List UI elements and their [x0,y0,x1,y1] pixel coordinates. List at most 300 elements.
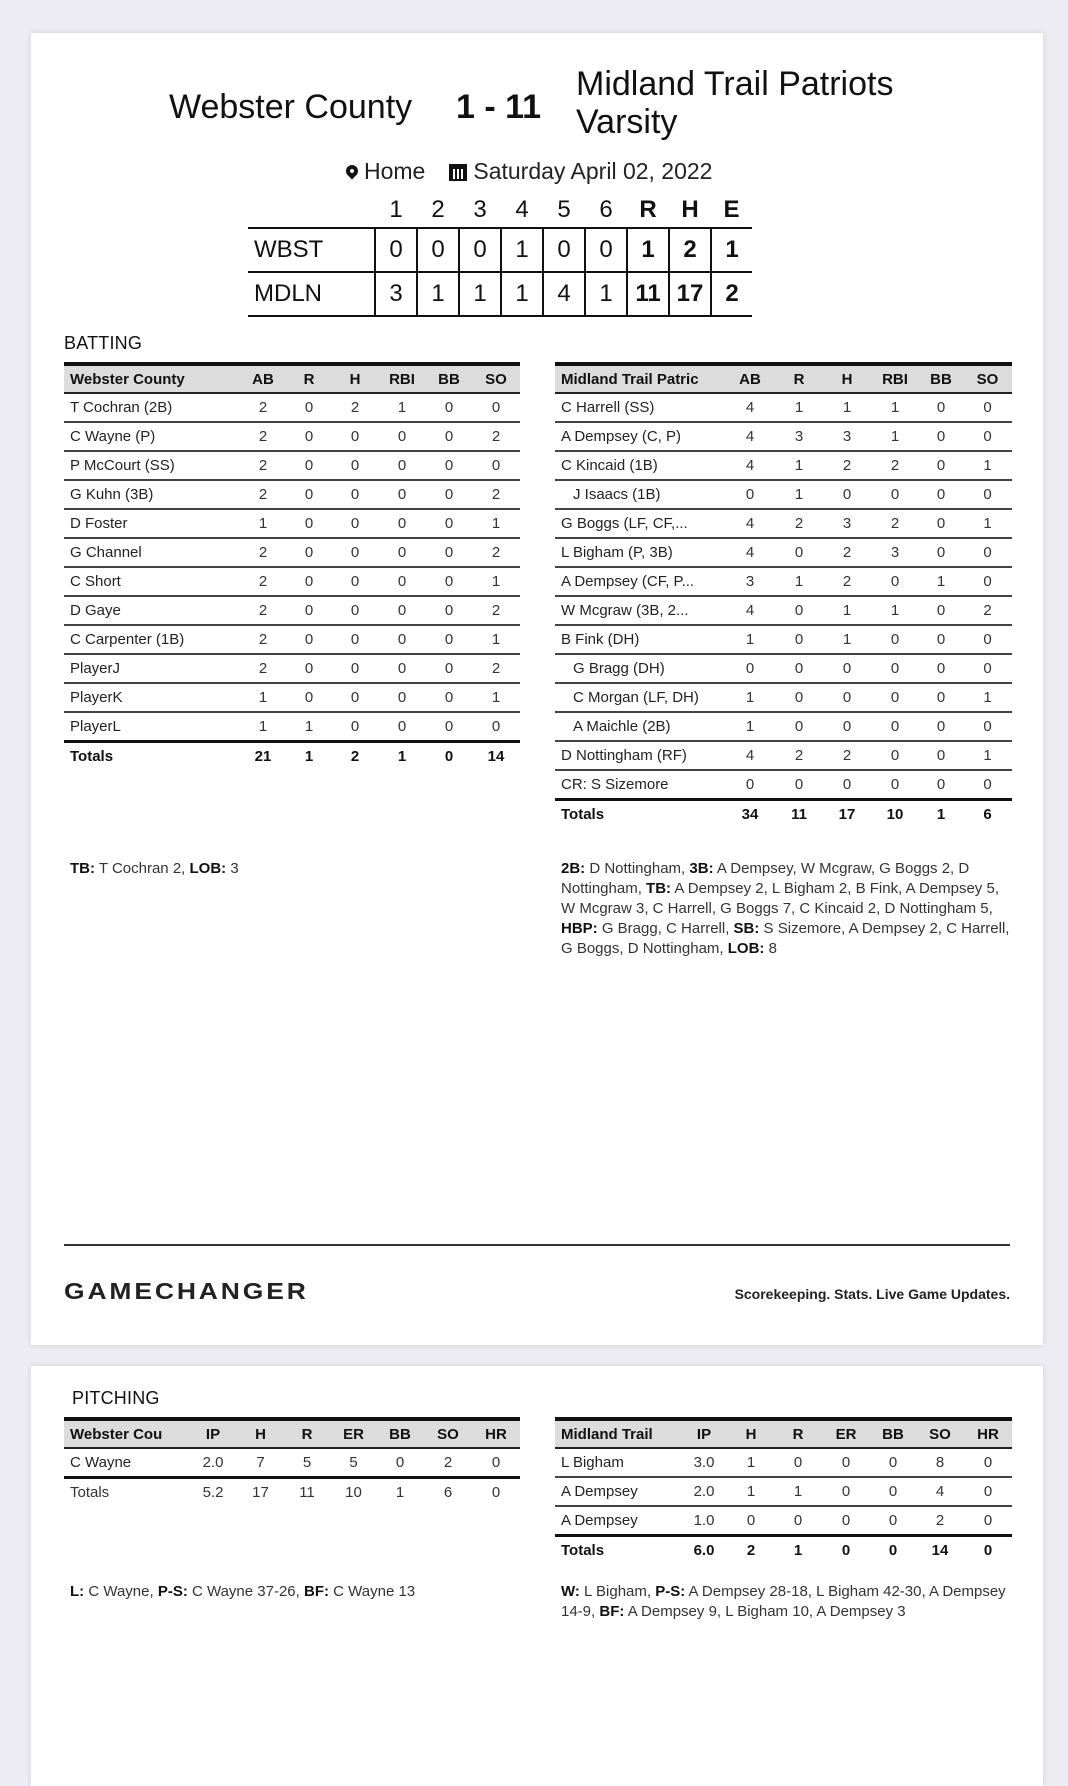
stat-cell: 0 [964,1448,1012,1477]
calendar-icon [449,164,467,181]
column-header: SO [424,1419,472,1448]
stat-cell: 0 [286,567,332,596]
header-row [555,1419,1012,1448]
player-row [555,712,1012,741]
stat-cell: 3.0 [680,1448,728,1477]
player-row [555,1506,1012,1536]
stat-cell: 3 [871,538,919,567]
player-name: G Bragg (DH) [555,654,725,683]
away-batting-table [64,362,520,770]
totals-label: Totals [64,1478,188,1507]
stat-cell: 2 [823,741,871,770]
stat-cell: 1 [472,509,520,538]
stat-cell: 0 [775,712,823,741]
player-name: A Maichle (2B) [555,712,725,741]
stat-cell: 0 [775,538,823,567]
stat-cell: 0 [426,509,472,538]
player-row [555,538,1012,567]
player-row [555,393,1012,422]
stat-cell: 2.0 [188,1448,238,1478]
player-name: CR: S Sizemore [555,770,725,800]
away-batting-notes [70,859,510,879]
inning-runs: 3 [375,272,417,316]
note-text: C Wayne 37-26, [187,1583,304,1600]
note-label: LOB: [727,940,765,957]
stat-cell: 2 [472,422,520,451]
note-text: C Wayne 13 [328,1583,416,1600]
note-label: SB: [733,920,760,937]
inning-runs: 1 [501,228,543,272]
column-header: SO [916,1419,964,1448]
inning-runs: 0 [543,228,585,272]
stat-cell: 2 [871,509,919,538]
stat-cell: 2 [332,393,378,422]
note-text: S Sizemore, A Dempsey 2, C Harrell, G Boggs, D Nottingham, [561,920,1010,957]
inning-runs: 1 [585,272,627,316]
away-pitching-notes [70,1582,510,1602]
stat-cell: 1 [774,1477,822,1506]
total-cell: 0 [472,1478,520,1507]
stat-cell: 0 [378,596,426,625]
player-row [64,538,520,567]
total-cell: 6.0 [680,1536,728,1565]
note-text: A Dempsey, W Mcgraw, G Boggs 2, D Nottingham, [561,860,970,897]
stat-cell: 0 [919,683,963,712]
stat-cell: 0 [426,451,472,480]
stat-cell: 0 [286,683,332,712]
stat-cell: 0 [725,770,775,800]
away-team-name: Webster County [169,88,413,126]
total-cell: 14 [472,742,520,771]
line-score-header: 1 [389,196,403,223]
total-cell: 1 [286,742,332,771]
stat-cell: 0 [286,596,332,625]
stat-cell: 0 [426,393,472,422]
note-label: LOB: [189,860,227,877]
stat-cell: 0 [332,596,378,625]
stat-cell: 2 [823,451,871,480]
stat-cell: 0 [426,538,472,567]
note-text: L Bigham, [579,1583,656,1600]
player-name: A Dempsey (C, P) [555,422,725,451]
column-header: SO [963,364,1012,393]
stat-cell: 0 [871,741,919,770]
column-header: AB [240,364,286,393]
stat-cell: 1 [240,683,286,712]
stat-cell: 2 [871,451,919,480]
header-row [64,1419,520,1448]
total-cell: 11 [283,1478,331,1507]
stat-cell: 1 [871,422,919,451]
player-name: W Mcgraw (3B, 2... [555,596,725,625]
player-row [555,741,1012,770]
stat-cell: 0 [823,712,871,741]
player-row [555,1477,1012,1506]
player-row [64,625,520,654]
stat-cell: 0 [775,683,823,712]
player-row [64,1448,520,1478]
stat-cell: 0 [472,451,520,480]
stat-cell: 3 [823,509,871,538]
total-h: 2 [669,228,711,272]
line-score-header: 3 [473,196,487,223]
pitching-section-label: PITCHING [72,1388,160,1408]
stat-cell: 0 [870,1506,916,1536]
player-row [555,654,1012,683]
line-score-row [248,228,752,272]
stat-cell: 0 [871,683,919,712]
stat-cell: 2 [472,654,520,683]
team-abbr: WBST [248,228,375,272]
stat-cell: 0 [919,422,963,451]
stat-cell: 2 [240,596,286,625]
column-header: HR [472,1419,520,1448]
stat-cell: 0 [919,770,963,800]
stat-cell: 0 [963,654,1012,683]
stat-cell: 1 [728,1448,774,1477]
stat-cell: 0 [332,567,378,596]
total-cell: 1 [378,742,426,771]
stat-cell: 1 [919,567,963,596]
stat-cell: 0 [472,712,520,742]
column-header: IP [680,1419,728,1448]
note-label: HBP: [561,920,598,937]
note-label: BF: [303,1583,329,1600]
column-header: SO [472,364,520,393]
stat-cell: 0 [964,1506,1012,1536]
stat-cell: 1.0 [680,1506,728,1536]
away-pitching-table [64,1417,520,1506]
player-name: A Dempsey [555,1506,680,1536]
team-column-header: Webster Cou [64,1419,188,1448]
line-score-header: 6 [599,196,613,223]
stat-cell: 0 [426,683,472,712]
player-name: B Fink (DH) [555,625,725,654]
stat-cell: 1 [775,393,823,422]
stat-cell: 4 [916,1477,964,1506]
total-cell: 21 [240,742,286,771]
stat-cell: 0 [286,422,332,451]
column-header: BB [426,364,472,393]
note-label: P-S: [157,1583,188,1600]
column-header: RBI [871,364,919,393]
player-name: C Harrell (SS) [555,393,725,422]
stat-cell: 8 [916,1448,964,1477]
line-score-header: E [723,196,740,223]
stat-cell: 0 [378,509,426,538]
stat-cell: 0 [870,1448,916,1477]
stat-cell: 0 [426,480,472,509]
stat-cell: 2 [240,480,286,509]
stat-cell: 0 [426,422,472,451]
totals-row [64,742,520,771]
note-text: A Dempsey 9, L Bigham 10, A Dempsey 3 [624,1603,906,1620]
player-name: G Channel [64,538,240,567]
player-row [555,422,1012,451]
line-score [248,193,752,317]
stat-cell: 0 [919,393,963,422]
stat-cell: 0 [775,625,823,654]
column-header: R [775,364,823,393]
line-score-header: 2 [431,196,445,223]
stat-cell: 0 [963,770,1012,800]
stat-cell: 0 [426,567,472,596]
stat-cell: 2 [424,1448,472,1478]
note-text: D Nottingham, [585,860,690,877]
player-row [555,1448,1012,1477]
line-score-row [248,272,752,316]
stat-cell: 2 [916,1506,964,1536]
stat-cell: 0 [725,654,775,683]
column-header: RBI [378,364,426,393]
player-row [64,451,520,480]
column-header: IP [188,1419,238,1448]
stat-cell: 3 [725,567,775,596]
player-row [64,712,520,742]
player-row [64,567,520,596]
total-e: 2 [711,272,752,316]
team-abbr: MDLN [248,272,375,316]
column-header: BB [870,1419,916,1448]
stat-cell: 0 [963,393,1012,422]
total-cell: 6 [963,800,1012,829]
stat-cell: 0 [775,596,823,625]
player-row [64,654,520,683]
note-text: G Bragg, C Harrell, [597,920,734,937]
stat-cell: 0 [871,480,919,509]
map-pin-icon [344,163,361,180]
totals-row [555,800,1012,829]
player-row [64,509,520,538]
stat-cell: 0 [332,712,378,742]
stat-cell: 2 [240,422,286,451]
total-cell: 0 [426,742,472,771]
stat-cell: 2 [472,480,520,509]
stat-cell: 0 [286,654,332,683]
inning-runs: 0 [417,228,459,272]
player-row [555,683,1012,712]
total-h: 17 [669,272,711,316]
stat-cell: 2 [472,596,520,625]
stat-cell: 0 [919,480,963,509]
player-row [555,567,1012,596]
inning-runs: 0 [375,228,417,272]
stat-cell: 3 [775,422,823,451]
total-cell: 6 [424,1478,472,1507]
stat-cell: 0 [823,770,871,800]
total-cell: 1 [774,1536,822,1565]
stat-cell: 0 [919,509,963,538]
stat-cell: 0 [964,1477,1012,1506]
stat-cell: 0 [426,596,472,625]
stat-cell: 0 [919,625,963,654]
player-row [555,625,1012,654]
player-row [555,596,1012,625]
stat-cell: 2 [775,741,823,770]
column-header: AB [725,364,775,393]
player-name: D Foster [64,509,240,538]
inning-runs: 0 [585,228,627,272]
stat-cell: 0 [963,625,1012,654]
stat-cell: 1 [775,451,823,480]
stat-cell: 1 [725,683,775,712]
player-row [64,393,520,422]
stat-cell: 0 [823,683,871,712]
header-row [555,364,1012,393]
inning-runs: 0 [459,228,501,272]
stat-cell: 0 [332,538,378,567]
batting-section-label: BATTING [64,333,143,353]
stat-cell: 0 [426,654,472,683]
stat-cell: 0 [472,393,520,422]
stat-cell: 0 [871,712,919,741]
player-name: PlayerK [64,683,240,712]
stat-cell: 7 [238,1448,283,1478]
player-name: D Gaye [64,596,240,625]
stat-cell: 4 [725,596,775,625]
note-text: C Wayne, [84,1583,158,1600]
stat-cell: 5 [283,1448,331,1478]
stat-cell: 2 [240,654,286,683]
line-score-header: 4 [515,196,529,223]
date-text: Saturday April 02, 2022 [473,158,713,184]
stat-cell: 2 [823,538,871,567]
stat-cell: 1 [775,480,823,509]
note-label: 2B: [561,860,586,877]
stat-cell: 0 [332,509,378,538]
stat-cell: 0 [963,567,1012,596]
home-batting-table [555,362,1012,828]
total-cell: 17 [823,800,871,829]
player-name: D Nottingham (RF) [555,741,725,770]
stat-cell: 4 [725,451,775,480]
stat-cell: 4 [725,538,775,567]
player-name: A Dempsey (CF, P... [555,567,725,596]
player-name: L Bigham (P, 3B) [555,538,725,567]
column-header: R [286,364,332,393]
stat-cell: 0 [378,683,426,712]
stat-cell: 1 [963,451,1012,480]
stat-cell: 0 [378,625,426,654]
game-date [449,158,712,185]
header-row [64,364,520,393]
stat-cell: 0 [332,451,378,480]
note-text: A Dempsey 2, L Bigham 2, B Fink, A Dempsey 5, W Mcgraw 3, C Harrell, G Boggs 7, C Kincaid 2, D Nottingham 5, [561,880,999,917]
total-e: 1 [711,228,752,272]
player-name: C Wayne (P) [64,422,240,451]
stat-cell: 1 [823,393,871,422]
column-header: H [238,1419,283,1448]
note-text: 8 [764,940,777,957]
total-cell: 0 [822,1536,870,1565]
stat-cell: 1 [775,567,823,596]
player-name: J Isaacs (1B) [555,480,725,509]
stat-cell: 0 [376,1448,424,1478]
stat-cell: 0 [823,654,871,683]
stat-cell: 0 [774,1448,822,1477]
stat-cell: 0 [963,712,1012,741]
player-row [64,596,520,625]
stat-cell: 0 [919,712,963,741]
player-name: PlayerL [64,712,240,742]
stat-cell: 1 [963,683,1012,712]
stat-cell: 0 [775,770,823,800]
stat-cell: 4 [725,741,775,770]
stat-cell: 2 [472,538,520,567]
stat-cell: 0 [822,1506,870,1536]
box-score-page-1 [31,33,1043,1345]
totals-label: Totals [555,1536,680,1565]
note-label: 3B: [689,860,714,877]
home-batting-notes [561,859,1011,959]
inning-runs: 1 [417,272,459,316]
stat-cell: 1 [871,393,919,422]
total-cell: 1 [376,1478,424,1507]
column-header: H [823,364,871,393]
column-header: ER [331,1419,376,1448]
stat-cell: 0 [378,712,426,742]
stat-cell: 0 [919,741,963,770]
stat-cell: 0 [919,654,963,683]
stat-cell: 1 [728,1477,774,1506]
stat-cell: 2 [240,393,286,422]
note-label: TB: [646,880,672,897]
tagline: Scorekeeping. Stats. Live Game Updates. [734,1286,1010,1302]
stat-cell: 2 [240,567,286,596]
player-name: C Wayne [64,1448,188,1478]
note-label: P-S: [655,1583,686,1600]
total-cell: 5.2 [188,1478,238,1507]
player-row [555,509,1012,538]
column-header: BB [919,364,963,393]
stat-cell: 0 [286,451,332,480]
stat-cell: 1 [725,712,775,741]
stat-cell: 0 [725,480,775,509]
stat-cell: 0 [378,654,426,683]
inning-runs: 1 [501,272,543,316]
stat-cell: 0 [378,567,426,596]
gamechanger-logo: GAMECHANGER [64,1278,309,1304]
stat-cell: 1 [472,683,520,712]
player-row [555,480,1012,509]
line-score-header: 5 [557,196,571,223]
stat-cell: 2 [963,596,1012,625]
final-score: 1 - 11 [456,88,542,126]
stat-cell: 0 [286,509,332,538]
stat-cell: 2.0 [680,1477,728,1506]
note-label: BF: [599,1603,625,1620]
stat-cell: 0 [286,393,332,422]
team-column-header: Midland Trail Patric [555,364,725,393]
stat-cell: 0 [378,422,426,451]
player-name: A Dempsey [555,1477,680,1506]
inning-runs: 4 [543,272,585,316]
column-header: HR [964,1419,1012,1448]
column-header: R [774,1419,822,1448]
stat-cell: 1 [472,625,520,654]
note-text: 3 [226,860,239,877]
stat-cell: 1 [240,712,286,742]
player-name: C Morgan (LF, DH) [555,683,725,712]
player-name: T Cochran (2B) [64,393,240,422]
stat-cell: 0 [919,596,963,625]
stat-cell: 1 [378,393,426,422]
stat-cell: 1 [286,712,332,742]
player-row [64,480,520,509]
player-row [64,422,520,451]
stat-cell: 4 [725,422,775,451]
stat-cell: 0 [963,422,1012,451]
